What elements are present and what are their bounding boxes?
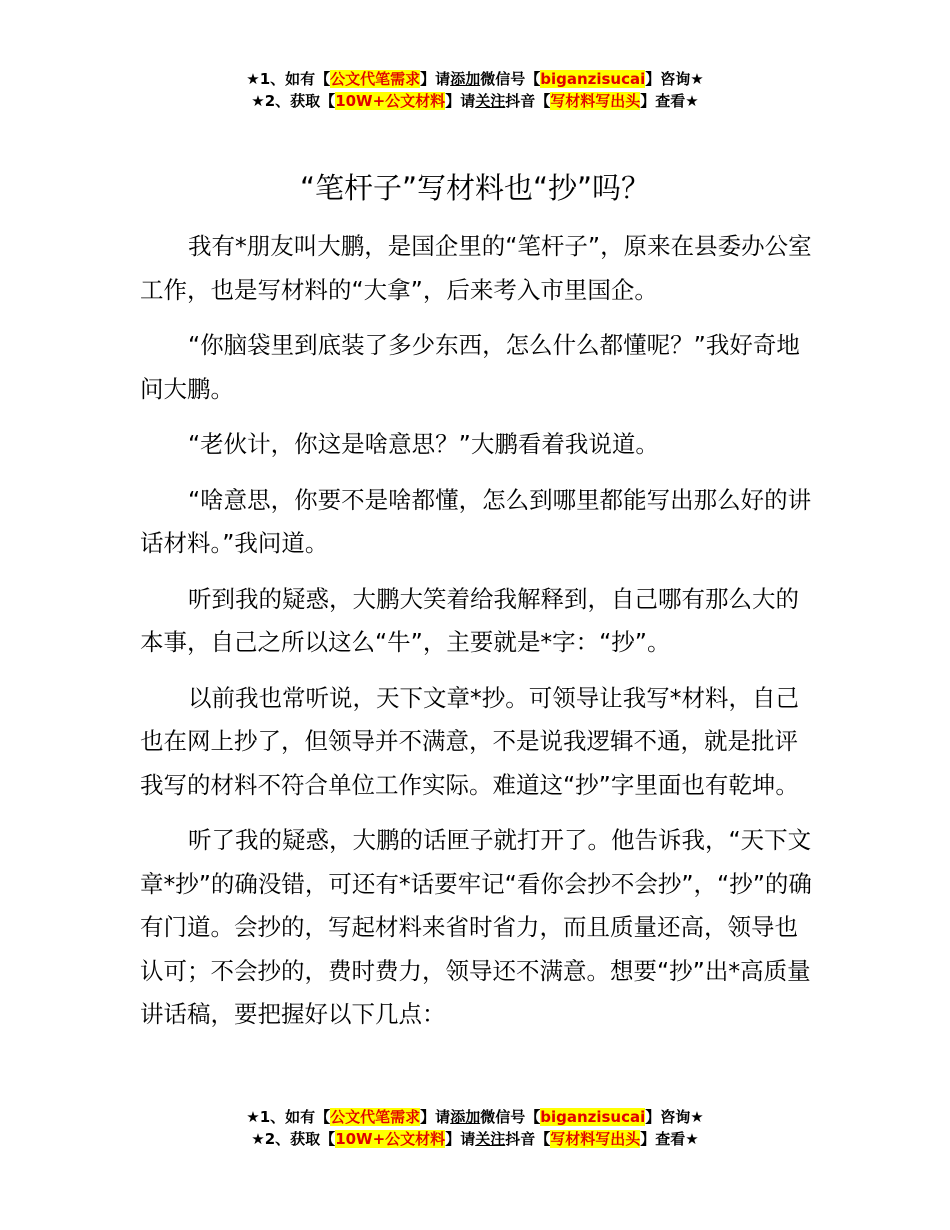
highlight-wechat-id: biganzisucai	[540, 1108, 646, 1126]
header-promo-banner	[0, 68, 950, 112]
body-paragraph: 我有*朋友叫大鹏，是国企里的“笔杆子”，原来在县委办公室工作，也是写材料的“大拿”，后来考入市里国企。	[140, 232, 812, 304]
banner-text: 抖音【	[505, 1130, 551, 1148]
underline-follow: 关注	[475, 92, 506, 110]
footer-promo-banner	[0, 1106, 950, 1150]
banner-text: ★1、如有【	[246, 70, 331, 88]
highlight-service: 公文代笔需求	[330, 1108, 421, 1126]
banner-text: 】查看★	[640, 1130, 699, 1148]
body-paragraph: 听到我的疑惑，大鹏大笑着给我解释到，自己哪有那么大的本事，自己之所以这么“牛”，主要就是*字：“抄”。	[140, 584, 799, 656]
body-paragraph: “你脑袋里到底装了多少东西，怎么什么都懂呢？”我好奇地问大鹏。	[140, 331, 800, 403]
banner-text: ★2、获取【	[251, 92, 336, 110]
highlight-wechat-id: biganzisucai	[540, 70, 646, 88]
highlight-douyin-account: 写材料写出头	[550, 92, 641, 110]
banner-text: ★2、获取【	[251, 1130, 336, 1148]
document-body	[140, 225, 816, 1049]
banner-text: ★1、如有【	[246, 1108, 331, 1126]
banner-text: 】请	[445, 92, 476, 110]
body-paragraph: 以前我也常听说，天下文章*抄。可领导让我写*材料，自己也在网上抄了，但领导并不满意，不是说我逻辑不通，就是批评我写的材料不符合单位工作实际。难道这“抄”字里面也有乾坤。	[140, 683, 799, 799]
document-title: “笔杆子”写材料也“抄”吗？	[299, 171, 651, 205]
underline-add: 添加	[450, 1108, 481, 1126]
banner-text: 】咨询★	[645, 70, 704, 88]
banner-text: 】咨询★	[645, 1108, 704, 1126]
highlight-service: 公文代笔需求	[330, 70, 421, 88]
banner-text: 微信号【	[480, 70, 541, 88]
footer-promo-line-2	[0, 1128, 950, 1150]
banner-text: 】查看★	[640, 92, 699, 110]
banner-text: 微信号【	[480, 1108, 541, 1126]
banner-text: 】请	[445, 1130, 476, 1148]
highlight-materials: 10W+公文材料	[335, 1130, 446, 1148]
body-paragraph: “啥意思，你要不是啥都懂，怎么到哪里都能写出那么好的讲话材料。”我问道。	[140, 485, 812, 557]
body-paragraph: 听了我的疑惑，大鹏的话匣子就打开了。他告诉我，“天下文章*抄”的确没错，可还有*话要牢记“看你会抄不会抄”，“抄”的确有门道。会抄的，写起材料来省时省力，而且质量还高，领导也认可；不会抄的，费时费力，领导还不满意。想要“抄”出*高质量讲话稿，要把握好以下几点：	[140, 826, 812, 1028]
highlight-douyin-account: 写材料写出头	[550, 1130, 641, 1148]
footer-promo-line-1	[0, 1106, 950, 1128]
underline-follow: 关注	[475, 1130, 506, 1148]
underline-add: 添加	[450, 70, 481, 88]
highlight-materials: 10W+公文材料	[335, 92, 446, 110]
banner-text: 】请	[420, 1108, 451, 1126]
header-promo-line-2	[0, 90, 950, 112]
banner-text: 抖音【	[505, 92, 551, 110]
header-promo-line-1	[0, 68, 950, 90]
body-paragraph: “老伙计，你这是啥意思？”大鹏看着我说道。	[188, 430, 659, 458]
banner-text: 】请	[420, 70, 451, 88]
